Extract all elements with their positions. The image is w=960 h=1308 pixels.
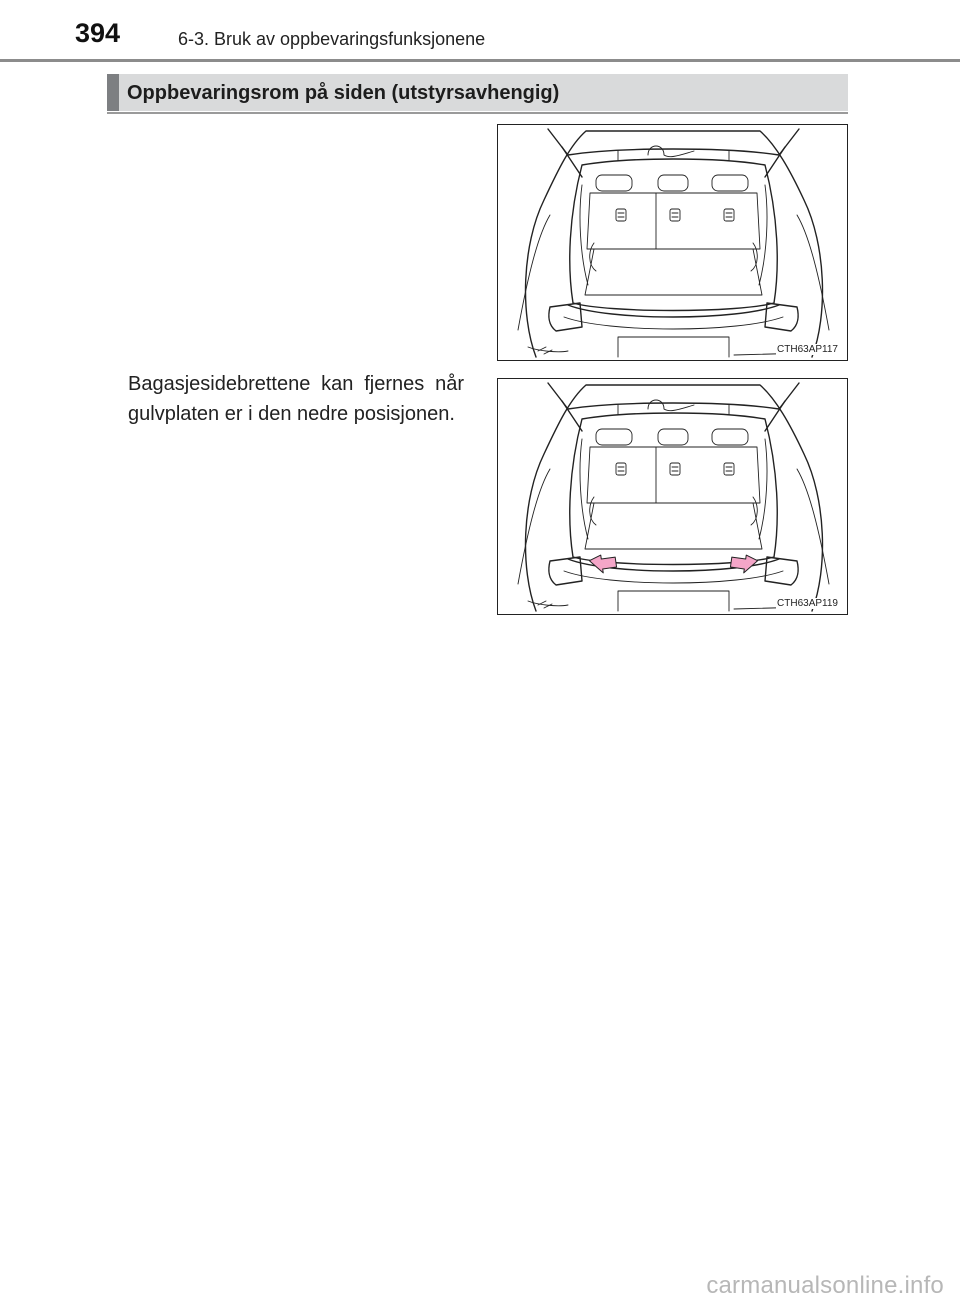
section-header-bar bbox=[107, 74, 119, 111]
section-underline bbox=[107, 112, 848, 114]
watermark: carmanualsonline.info bbox=[706, 1272, 944, 1299]
car-trunk-drawing bbox=[498, 125, 848, 361]
car-trunk-drawing bbox=[498, 379, 848, 615]
figure-code: CTH63AP119 bbox=[777, 598, 838, 609]
section-title: Oppbevaringsrom på siden (utstyrsavhengig) bbox=[127, 82, 560, 104]
section-header bbox=[107, 74, 848, 111]
trunk-illustration-closed bbox=[497, 124, 848, 361]
trunk-illustration-trays-removed bbox=[497, 378, 848, 615]
figure-code: CTH63AP117 bbox=[777, 344, 838, 355]
page-number: 394 bbox=[75, 18, 121, 48]
body-paragraph: Bagasjesidebrettene kan fjernes når gulvplaten er i den nedre posisjonen. bbox=[128, 373, 464, 425]
header-rule bbox=[0, 59, 960, 62]
chapter-title: 6-3. Bruk av oppbevaringsfunksjonene bbox=[178, 29, 486, 49]
